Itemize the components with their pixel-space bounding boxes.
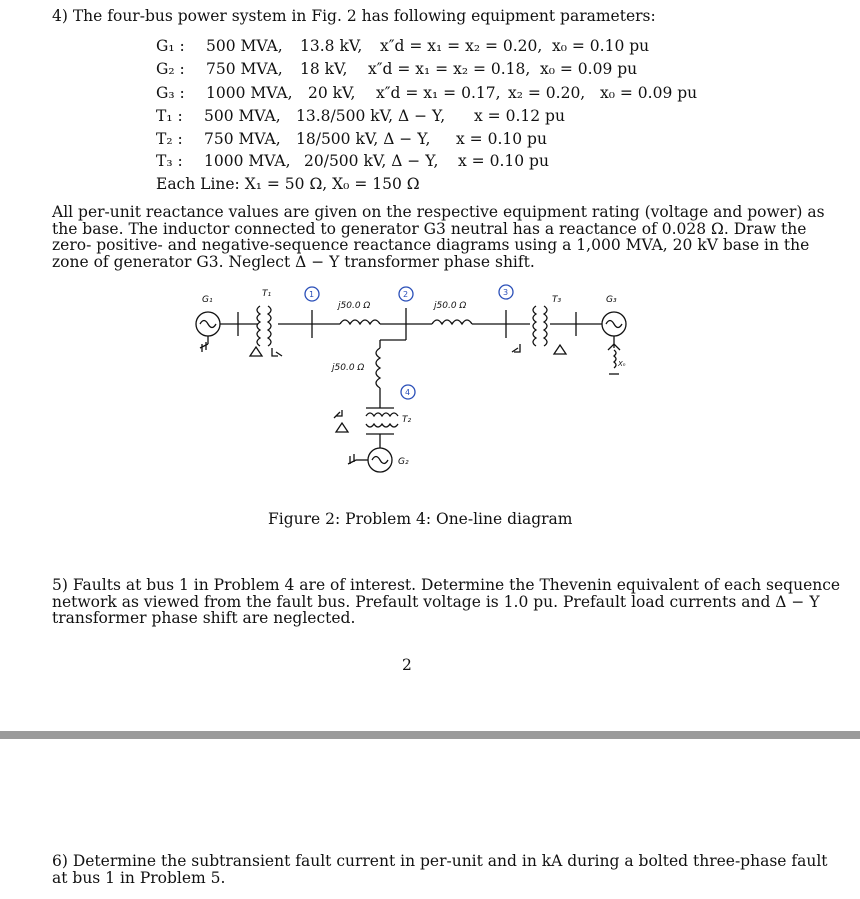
t2-winding-bottom xyxy=(366,424,398,427)
line-23-inductor xyxy=(432,320,472,324)
t1-wye-ground-icon xyxy=(272,348,282,356)
paragraph-line: at bus 1 in Problem 5. xyxy=(52,868,226,887)
t3-winding-left xyxy=(533,306,536,346)
bus-4-label: 4 xyxy=(405,388,411,397)
g1-label: G₁ xyxy=(202,295,213,305)
t2-wye-ground-icon xyxy=(334,410,342,418)
eq-rating: 1000 MVA, xyxy=(206,84,293,102)
eq-extra: x₀ = 0.10 pu xyxy=(552,37,650,55)
problem5-paragraph xyxy=(52,576,841,627)
eq-rating: 500 MVA, xyxy=(206,37,283,55)
line-12-label: j50.0 Ω xyxy=(338,301,371,311)
paragraph-line: zone of generator G3. Neglect Δ − Y transformer phase shift. xyxy=(52,252,535,271)
line-23-label: j50.0 Ω xyxy=(434,301,467,311)
eq-voltage: 20 kV, xyxy=(308,84,356,102)
t1-delta-icon xyxy=(250,347,262,356)
problem6-paragraph xyxy=(52,852,828,887)
g1-sine-icon xyxy=(200,321,216,328)
eq-rating: 750 MVA, xyxy=(206,60,283,78)
g2-sine-icon xyxy=(372,457,388,464)
t1-winding-left xyxy=(257,306,260,346)
eq-params: x = 0.10 pu xyxy=(458,152,549,170)
eq-label: T₁ : xyxy=(156,107,183,125)
line-24-label: j50.0 Ω xyxy=(332,363,365,373)
each-line-row: Each Line: X₁ = 50 Ω, X₀ = 150 Ω xyxy=(156,175,420,193)
xn-label: Xₙ xyxy=(618,360,626,368)
eq-params: x = 0.12 pu xyxy=(474,107,565,125)
line-12-inductor xyxy=(340,320,380,324)
eq-voltage: 20/500 kV, Δ − Y, xyxy=(304,152,439,170)
eq-params: x″d = x₁ = x₂ = 0.20, xyxy=(380,37,543,55)
g3-sine-icon xyxy=(606,321,622,328)
eq-rating: 500 MVA, xyxy=(204,107,281,125)
eq-label: T₂ : xyxy=(156,130,183,148)
g3-label: G₃ xyxy=(606,295,617,305)
t3-winding-right xyxy=(544,306,547,346)
line-24-inductor xyxy=(376,348,380,388)
eq-params: x = 0.10 pu xyxy=(456,130,547,148)
bus-3-label: 3 xyxy=(503,288,509,297)
g1-ground-icon xyxy=(200,342,208,352)
eq-params: x″d = x₁ = 0.17, xyxy=(376,84,501,102)
problem4-intro: 4) The four-bus power system in Fig. 2 has following equipment parameters: xyxy=(52,7,656,25)
eq-label: G₂ : xyxy=(156,60,185,78)
paragraph-line: 5) Faults at bus 1 in Problem 4 are of interest. Determine the Thevenin equivalent of each sequence xyxy=(52,576,841,594)
figure-caption: Figure 2: Problem 4: One-line diagram xyxy=(268,510,573,528)
g2-label: G₂ xyxy=(398,457,409,467)
g2-ground-icon xyxy=(348,454,356,464)
page-separator xyxy=(0,731,860,739)
paragraph-line: 6) Determine the subtransient fault current in per-unit and in kA during a bolted three-phase fault xyxy=(52,852,828,870)
eq-voltage: 13.8 kV, xyxy=(300,37,363,55)
equipment-row xyxy=(156,108,565,125)
paragraph-line: network as viewed from the fault bus. Prefault voltage is 1.0 pu. Prefault load currents and Δ − Y xyxy=(52,592,820,611)
one-line-diagram xyxy=(180,282,650,477)
xn-inductor xyxy=(614,350,616,368)
eq-label: T₃ : xyxy=(156,152,183,170)
eq-rating: 1000 MVA, xyxy=(204,152,291,170)
t2-delta-icon xyxy=(336,423,348,432)
bus-1-label: 1 xyxy=(309,290,315,299)
page-number: 2 xyxy=(402,656,412,674)
eq-extra: x₂ = 0.20, xyxy=(508,84,586,102)
eq-extra: x₀ = 0.09 pu xyxy=(540,60,638,78)
page-lower xyxy=(0,739,860,899)
t3-label: T₃ xyxy=(552,295,562,305)
eq-rating: 750 MVA, xyxy=(204,130,281,148)
paragraph-line: All per-unit reactance values are given on the respective equipment rating (voltage and power) as xyxy=(52,203,825,221)
eq-voltage: 18 kV, xyxy=(300,60,348,78)
eq-voltage: 18/500 kV, Δ − Y, xyxy=(296,130,431,148)
t2-winding-top xyxy=(366,413,398,416)
equipment-row xyxy=(156,61,637,78)
t2-label: T₂ xyxy=(402,415,412,425)
t1-winding-right xyxy=(268,306,271,346)
equipment-row xyxy=(156,131,547,148)
equipment-row xyxy=(156,85,697,102)
problem4-paragraph xyxy=(52,203,825,271)
eq-label: G₁ : xyxy=(156,37,185,55)
eq-voltage: 13.8/500 kV, Δ − Y, xyxy=(296,107,446,125)
paragraph-line: transformer phase shift are neglected. xyxy=(52,609,356,627)
eq-params: x″d = x₁ = x₂ = 0.18, xyxy=(368,60,531,78)
eq-extra2: x₀ = 0.09 pu xyxy=(600,84,698,102)
equipment-row xyxy=(156,38,649,55)
equipment-row xyxy=(156,153,549,170)
eq-label: G₃ : xyxy=(156,84,185,102)
paragraph-line: the base. The inductor connected to generator G3 neutral has a reactance of 0.028 Ω. Draw the xyxy=(52,219,807,238)
t3-delta-icon xyxy=(554,345,566,354)
t3-wye-ground-icon xyxy=(512,344,520,352)
bus-2-label: 2 xyxy=(403,290,409,299)
t1-label: T₁ xyxy=(262,289,272,299)
paragraph-line: zero- positive- and negative-sequence reactance diagrams using a 1,000 MVA, 20 kV base in the xyxy=(52,236,810,254)
